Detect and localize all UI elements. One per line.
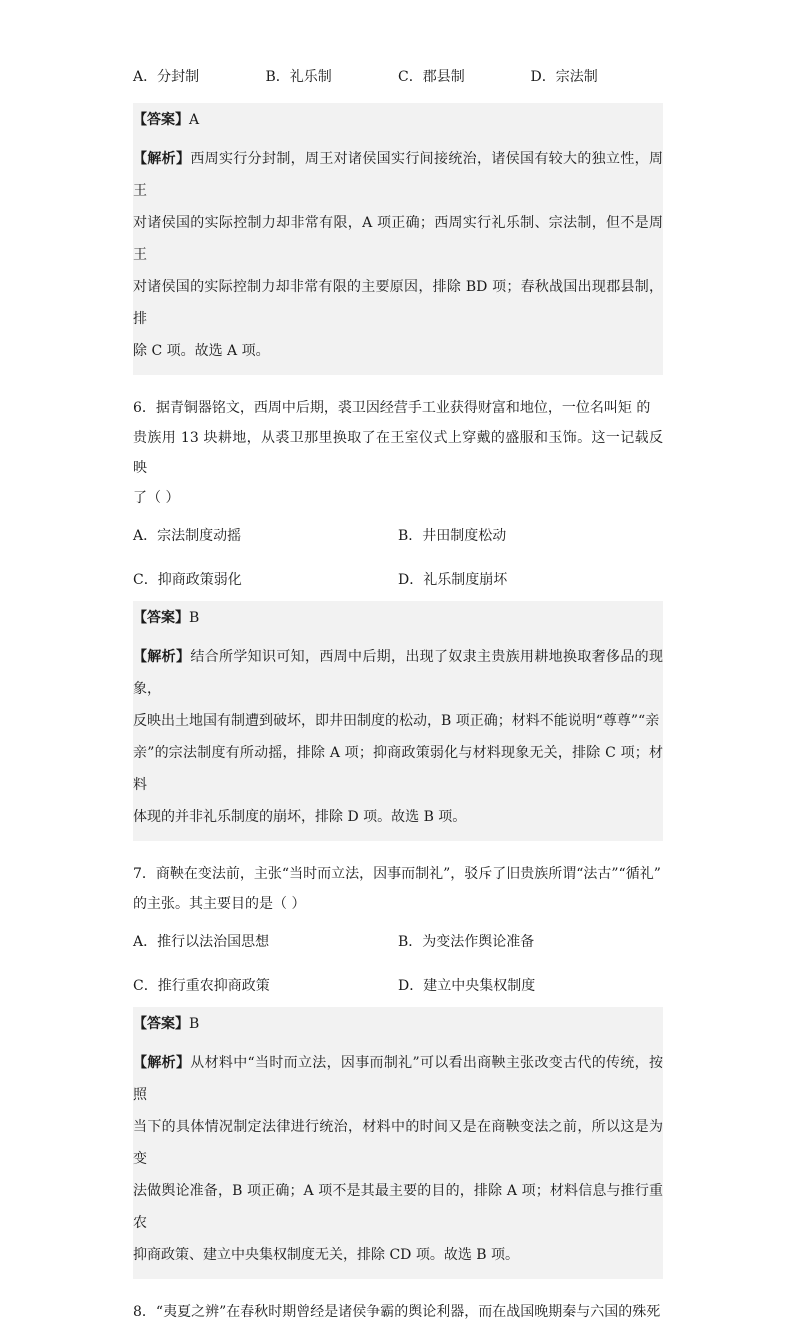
analysis-line: 对诸侯国的实际控制力却非常有限，A 项正确；西周实行礼乐制、宗法制，但不是周王 <box>133 215 663 263</box>
answer-label: 【答案】 <box>133 1016 189 1032</box>
q5-answer <box>133 103 663 137</box>
q7-solution-block <box>133 1007 663 1279</box>
analysis-line: 【解析】西周实行分封制，周王对诸侯国实行间接统治，诸侯国有较大的独立性，周王 <box>133 151 664 199</box>
analysis-line: 除 C 项。故选 A 项。 <box>133 343 270 359</box>
analysis-label: 【解析】 <box>133 151 191 167</box>
q5-option-a: A．分封制 <box>133 68 200 85</box>
q6-options-row-1 <box>133 513 663 557</box>
q5-option-c: C．郡县制 <box>398 68 465 85</box>
answer-value: A <box>189 112 200 128</box>
answer-value: B <box>189 1016 200 1032</box>
stem-line: 6．据青铜器铭文，西周中后期，裘卫因经营手工业获得财富和地位，一位名叫矩 的 <box>133 400 651 416</box>
analysis-line: 【解析】从材料中“当时而立法，因事而制礼”可以看出商鞅主张改变古代的传统，按照 <box>133 1055 664 1103</box>
q6-stem <box>133 393 663 513</box>
q6-option-a: A．宗法制度动摇 <box>133 528 242 544</box>
q7-option-c: C．推行重农抑商政策 <box>133 978 270 994</box>
q7-option-d: D．建立中央集权制度 <box>398 978 536 994</box>
q6-option-d: D．礼乐制度崩坏 <box>398 572 508 588</box>
q7-analysis <box>133 1041 663 1279</box>
stem-line: 贵族用 13 块耕地，从裘卫那里换取了在王室仪式上穿戴的盛服和玉饰。这一记载反映 <box>133 430 663 476</box>
q5-option-d: D．宗法制 <box>530 68 598 85</box>
q5-option-b: B．礼乐制 <box>265 68 332 85</box>
answer-value: B <box>189 610 200 626</box>
q7-option-a: A．推行以法治国思想 <box>133 934 270 950</box>
answer-label: 【答案】 <box>133 112 189 128</box>
answer-label: 【答案】 <box>133 610 189 626</box>
q8-stem <box>133 1297 663 1327</box>
q7-answer <box>133 1007 663 1041</box>
q6-answer <box>133 601 663 635</box>
stem-line: 8．“夷夏之辨”在春秋时期曾经是诸侯争霸的舆论利器，而在战国晚期秦与六国的殊死 <box>133 1304 661 1320</box>
q6-options-row-2 <box>133 557 663 601</box>
analysis-line: 抑商政策、建立中央集权制度无关，排除 CD 项。故选 B 项。 <box>133 1247 520 1263</box>
analysis-line: 【解析】结合所学知识可知，西周中后期，出现了奴隶主贵族用耕地换取奢侈品的现象， <box>133 649 664 697</box>
q5-solution-block <box>133 103 663 375</box>
analysis-label: 【解析】 <box>133 1055 191 1071</box>
stem-line: 7．商鞅在变法前，主张“当时而立法，因事而制礼”，驳斥了旧贵族所谓“法古”“循礼” <box>133 866 661 882</box>
q7-option-b: B．为变法作舆论准备 <box>398 934 535 950</box>
q6-solution-block <box>133 601 663 841</box>
q7-stem <box>133 859 663 919</box>
analysis-line: 对诸侯国的实际控制力却非常有限的主要原因，排除 BD 项；春秋战国出现郡县制，排 <box>133 279 663 327</box>
document-page <box>133 58 663 1327</box>
analysis-line: 亲”的宗法制度有所动摇，排除 A 项；抑商政策弱化与材料现象无关，排除 C 项；材料 <box>133 745 663 793</box>
analysis-line: 法做舆论准备，B 项正确；A 项不是其最主要的目的，排除 A 项；材料信息与推行重农 <box>133 1183 663 1231</box>
analysis-line: 反映出土地国有制遭到破坏，即井田制度的松动，B 项正确；材料不能说明“尊尊”“亲 <box>133 713 660 729</box>
stem-line: 了（ ） <box>133 490 180 506</box>
analysis-line: 当下的具体情况制定法律进行统治，材料中的时间又是在商鞅变法之前，所以这是为变 <box>133 1119 663 1167</box>
q5-analysis <box>133 137 663 375</box>
q5-options <box>133 58 663 93</box>
analysis-line: 体现的并非礼乐制度的崩坏，排除 D 项。故选 B 项。 <box>133 809 467 825</box>
analysis-label: 【解析】 <box>133 649 191 665</box>
q6-analysis <box>133 635 663 841</box>
q6-option-b: B．井田制度松动 <box>398 528 507 544</box>
stem-line: 的主张。其主要目的是（ ） <box>133 896 306 912</box>
q7-options-row-1 <box>133 919 663 963</box>
q7-options-row-2 <box>133 963 663 1007</box>
q6-option-c: C．抑商政策弱化 <box>133 572 242 588</box>
